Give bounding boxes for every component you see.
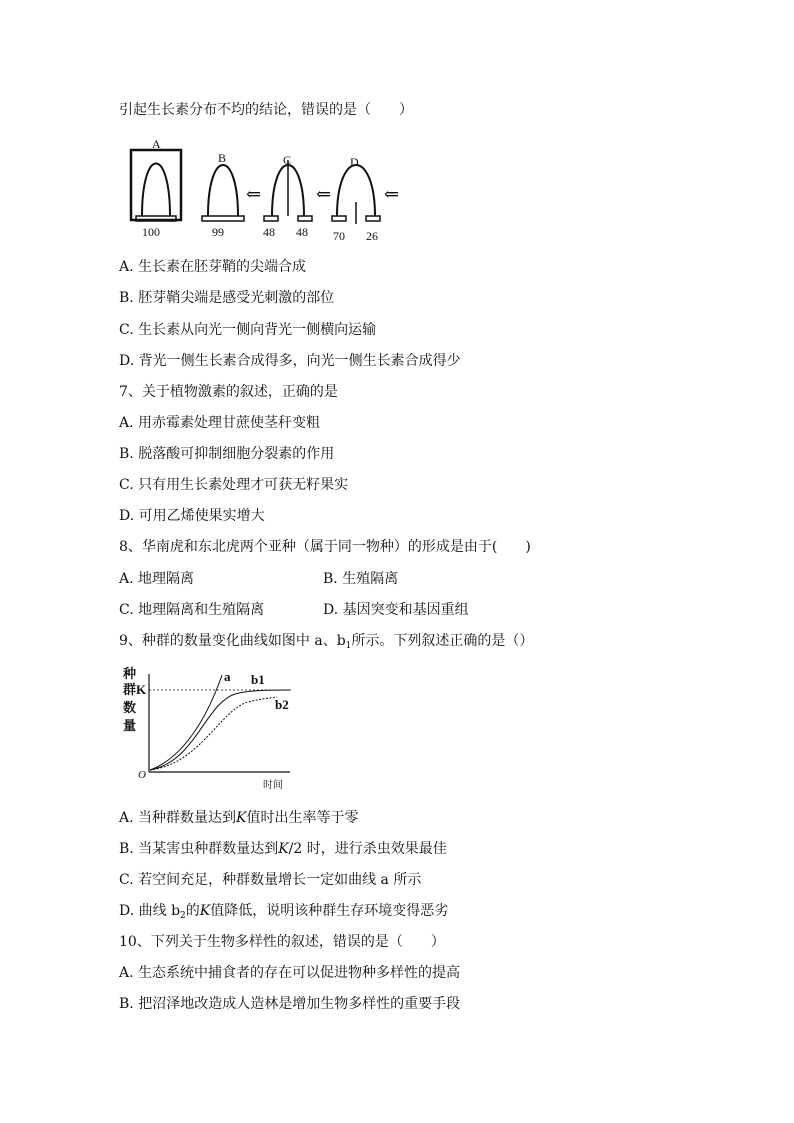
q7-option-c: C. 只有用生长素处理才可获无籽果实	[119, 477, 349, 493]
light-arrow-c: ⇐	[246, 184, 262, 204]
q8-option-a: A. 地理隔离	[119, 571, 195, 587]
value-d-left: 70	[333, 229, 345, 243]
ylabel-char-3: 数	[123, 700, 137, 715]
label-a: A	[152, 137, 161, 151]
coleoptile-a	[142, 164, 170, 217]
q10-option-b: B. 把沼泽地改造成人造林是增加生物多样性的重要手段	[119, 996, 461, 1012]
q8-option-d: D. 基因突变和基因重组	[323, 602, 469, 618]
coleoptile-figure	[122, 136, 422, 244]
light-arrow-right: ⇐	[384, 184, 400, 204]
origin-label: O	[138, 769, 146, 781]
population-growth-graph	[120, 664, 310, 792]
q6-option-a: A. 生长素在胚芽鞘的尖端合成	[119, 259, 307, 275]
q9-option-d: D. 曲线 $b_2$的K值降低，说明该种群生存环境变得恶劣	[119, 903, 449, 921]
ylabel-char-1: 种	[123, 666, 137, 681]
coleoptile-b	[208, 165, 238, 216]
q7-option-b: B. 脱落酸可抑制细胞分裂素的作用	[119, 446, 335, 462]
value-d-right: 26	[366, 229, 378, 243]
q7-stem: 7、关于植物激素的叙述，正确的是	[119, 384, 338, 400]
agar-d-left	[332, 216, 346, 221]
k-label: K	[136, 682, 147, 697]
agar-c-right	[298, 216, 312, 221]
q6-option-b: B. 胚芽鞘尖端是感受光刺激的部位	[119, 290, 335, 306]
q6-option-d: D. 背光一侧生长素合成得多，向光一侧生长素合成得少	[119, 353, 461, 369]
q7-option-d: D. 可用乙烯使果实增大	[119, 508, 265, 524]
q8-option-c: C. 地理隔离和生殖隔离	[119, 602, 265, 618]
curve-a-label: a	[224, 669, 231, 684]
label-c: C	[283, 153, 292, 167]
agar-b	[202, 216, 244, 221]
q9-stem: 9、种群的数量变化曲线如图中 a、$b_1$所示。下列叙述正确的是（）	[119, 633, 534, 651]
label-b: B	[218, 151, 227, 165]
q7-option-a: A. 用赤霉素处理甘蔗使茎秆变粗	[119, 415, 321, 431]
ylabel-char-2: 群	[123, 682, 137, 697]
q9-option-b: B. 当某害虫种群数量达到K/2 时，进行杀虫效果最佳	[119, 841, 447, 857]
label-d: D	[350, 155, 359, 169]
q8-stem: 8、华南虎和东北虎两个亚种（属于同一物种）的形成是由于( )	[119, 539, 531, 555]
box-a	[131, 150, 181, 220]
agar-a	[136, 216, 176, 221]
agar-d-right	[366, 216, 380, 221]
ylabel-char-4: 量	[123, 718, 137, 733]
curve-b2-label: b2	[275, 697, 289, 712]
light-arrow-d: ⇐	[316, 184, 332, 204]
x-axis-label: 时间	[263, 780, 283, 791]
value-b: 99	[212, 225, 224, 239]
q9-option-a: A. 当种群数量达到K值时出生率等于零	[119, 810, 359, 826]
q10-option-a: A. 生态系统中捕食者的存在可以促进物种多样性的提高	[119, 965, 461, 981]
q9-option-c: C. 若空间充足，种群数量增长一定如曲线 a 所示	[119, 872, 422, 888]
value-c-right: 48	[296, 225, 308, 239]
q6-stem: 引起生长素分布不均的结论，错误的是（ ）	[119, 102, 413, 118]
value-a: 100	[142, 225, 160, 239]
q8-option-b: B. 生殖隔离	[323, 571, 399, 587]
q6-option-c: C. 生长素从向光一侧向背光一侧横向运输	[119, 322, 377, 338]
value-c-left: 48	[263, 225, 275, 239]
curve-b1-label: b1	[251, 672, 265, 687]
agar-c-left	[264, 216, 278, 221]
q10-stem: 10、下列关于生物多样性的叙述，错误的是（ ）	[119, 934, 445, 950]
